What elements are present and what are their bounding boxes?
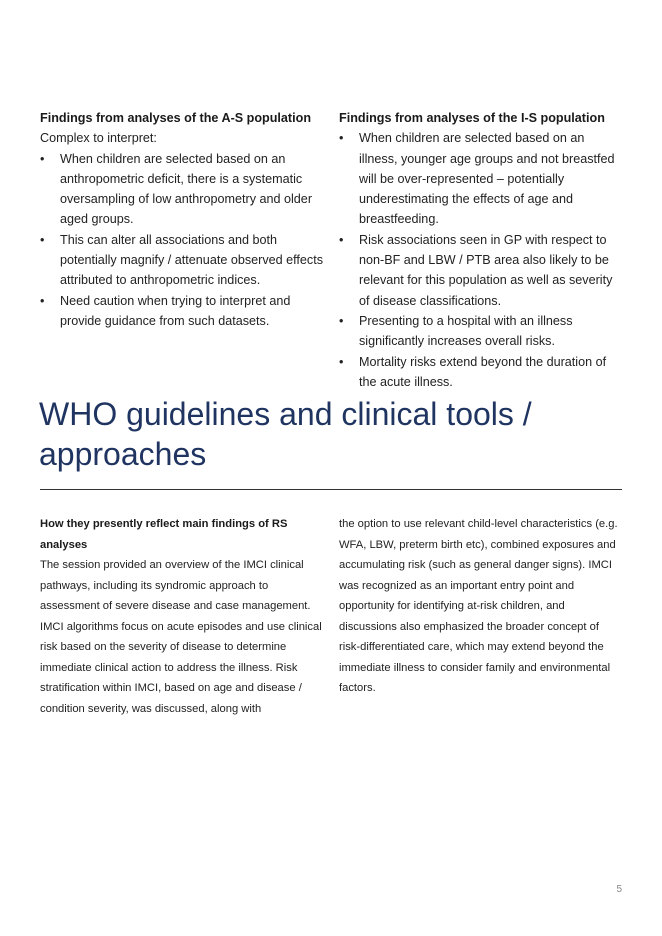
list-item-text: Need caution when trying to interpret and provide guidance from such datasets. bbox=[60, 293, 291, 328]
section-divider bbox=[40, 489, 622, 490]
sub-heading: How they presently reflect main findings of RS analyses bbox=[40, 518, 288, 551]
body-column-right bbox=[339, 514, 622, 719]
bullet-icon: • bbox=[339, 313, 344, 328]
list-item-text: Mortality risks extend beyond the duration of the acute illness. bbox=[359, 354, 607, 389]
list-item bbox=[339, 352, 622, 393]
list-item-text: Presenting to a hospital with an illness significantly increases overall risks. bbox=[359, 313, 573, 349]
body-columns bbox=[40, 514, 622, 719]
as-population-column bbox=[40, 108, 323, 392]
is-population-column bbox=[339, 108, 622, 392]
findings-columns bbox=[40, 108, 622, 392]
list-item-text: When children are selected based on an illness, younger age groups and not breastfed will be over-represented – potentially underestimating the effects of age and breastfeeding. bbox=[359, 131, 615, 227]
bullet-icon: • bbox=[339, 354, 344, 369]
list-item-text: Risk associations seen in GP with respect to non-BF and LBW / PTB area also likely to be relevant for this population as well as severity of disease classifications. bbox=[359, 232, 613, 308]
bullet-icon: • bbox=[40, 293, 45, 308]
list-item bbox=[40, 230, 323, 291]
as-intro: Complex to interpret: bbox=[40, 131, 157, 146]
bullet-icon: • bbox=[40, 232, 45, 247]
list-item bbox=[40, 149, 323, 230]
as-heading: Findings from analyses of the A-S population bbox=[40, 111, 312, 125]
list-item-text: This can alter all associations and both potentially magnify / attenuate observed effects attributed to anthropometric indices. bbox=[60, 232, 323, 288]
list-item bbox=[339, 128, 622, 229]
list-item-text: When children are selected based on an anthropometric deficit, there is a systematic oversampling of low anthropometry and older aged groups. bbox=[60, 151, 313, 227]
list-item bbox=[40, 291, 323, 332]
list-item bbox=[339, 311, 622, 352]
body-paragraph-right: the option to use relevant child-level characteristics (e.g. WFA, LBW, preterm birth etc), combined exposures and accumulating risk (such as general danger signs). IMCI was recognized as an important entry point and opportunity for identifying at-risk children, and discussions also emphasized the broader concept of risk-differentiated care, which may extend beyond the immediate illness to consider family and environmental factors. bbox=[339, 518, 618, 694]
bullet-icon: • bbox=[339, 232, 344, 247]
section-title: WHO guidelines and clinical tools / approaches bbox=[39, 396, 532, 472]
body-paragraph-left: The session provided an overview of the IMCI clinical pathways, including its syndromic approach to assessment of severe disease and case management. IMCI algorithms focus on acute episodes and use clinical risk based on the severity of disease to determine immediate clinical action to address the illness. Risk stratification within IMCI, based on age and disease / condition severity, was discussed, along with bbox=[40, 559, 322, 715]
as-bullet-list bbox=[40, 149, 323, 332]
bullet-icon: • bbox=[339, 131, 344, 146]
list-item bbox=[339, 230, 622, 311]
page-number: 5 bbox=[616, 884, 622, 895]
is-heading: Findings from analyses of the I-S population bbox=[339, 111, 605, 125]
bullet-icon: • bbox=[40, 151, 45, 166]
is-bullet-list bbox=[339, 128, 622, 392]
body-column-left bbox=[40, 514, 323, 719]
